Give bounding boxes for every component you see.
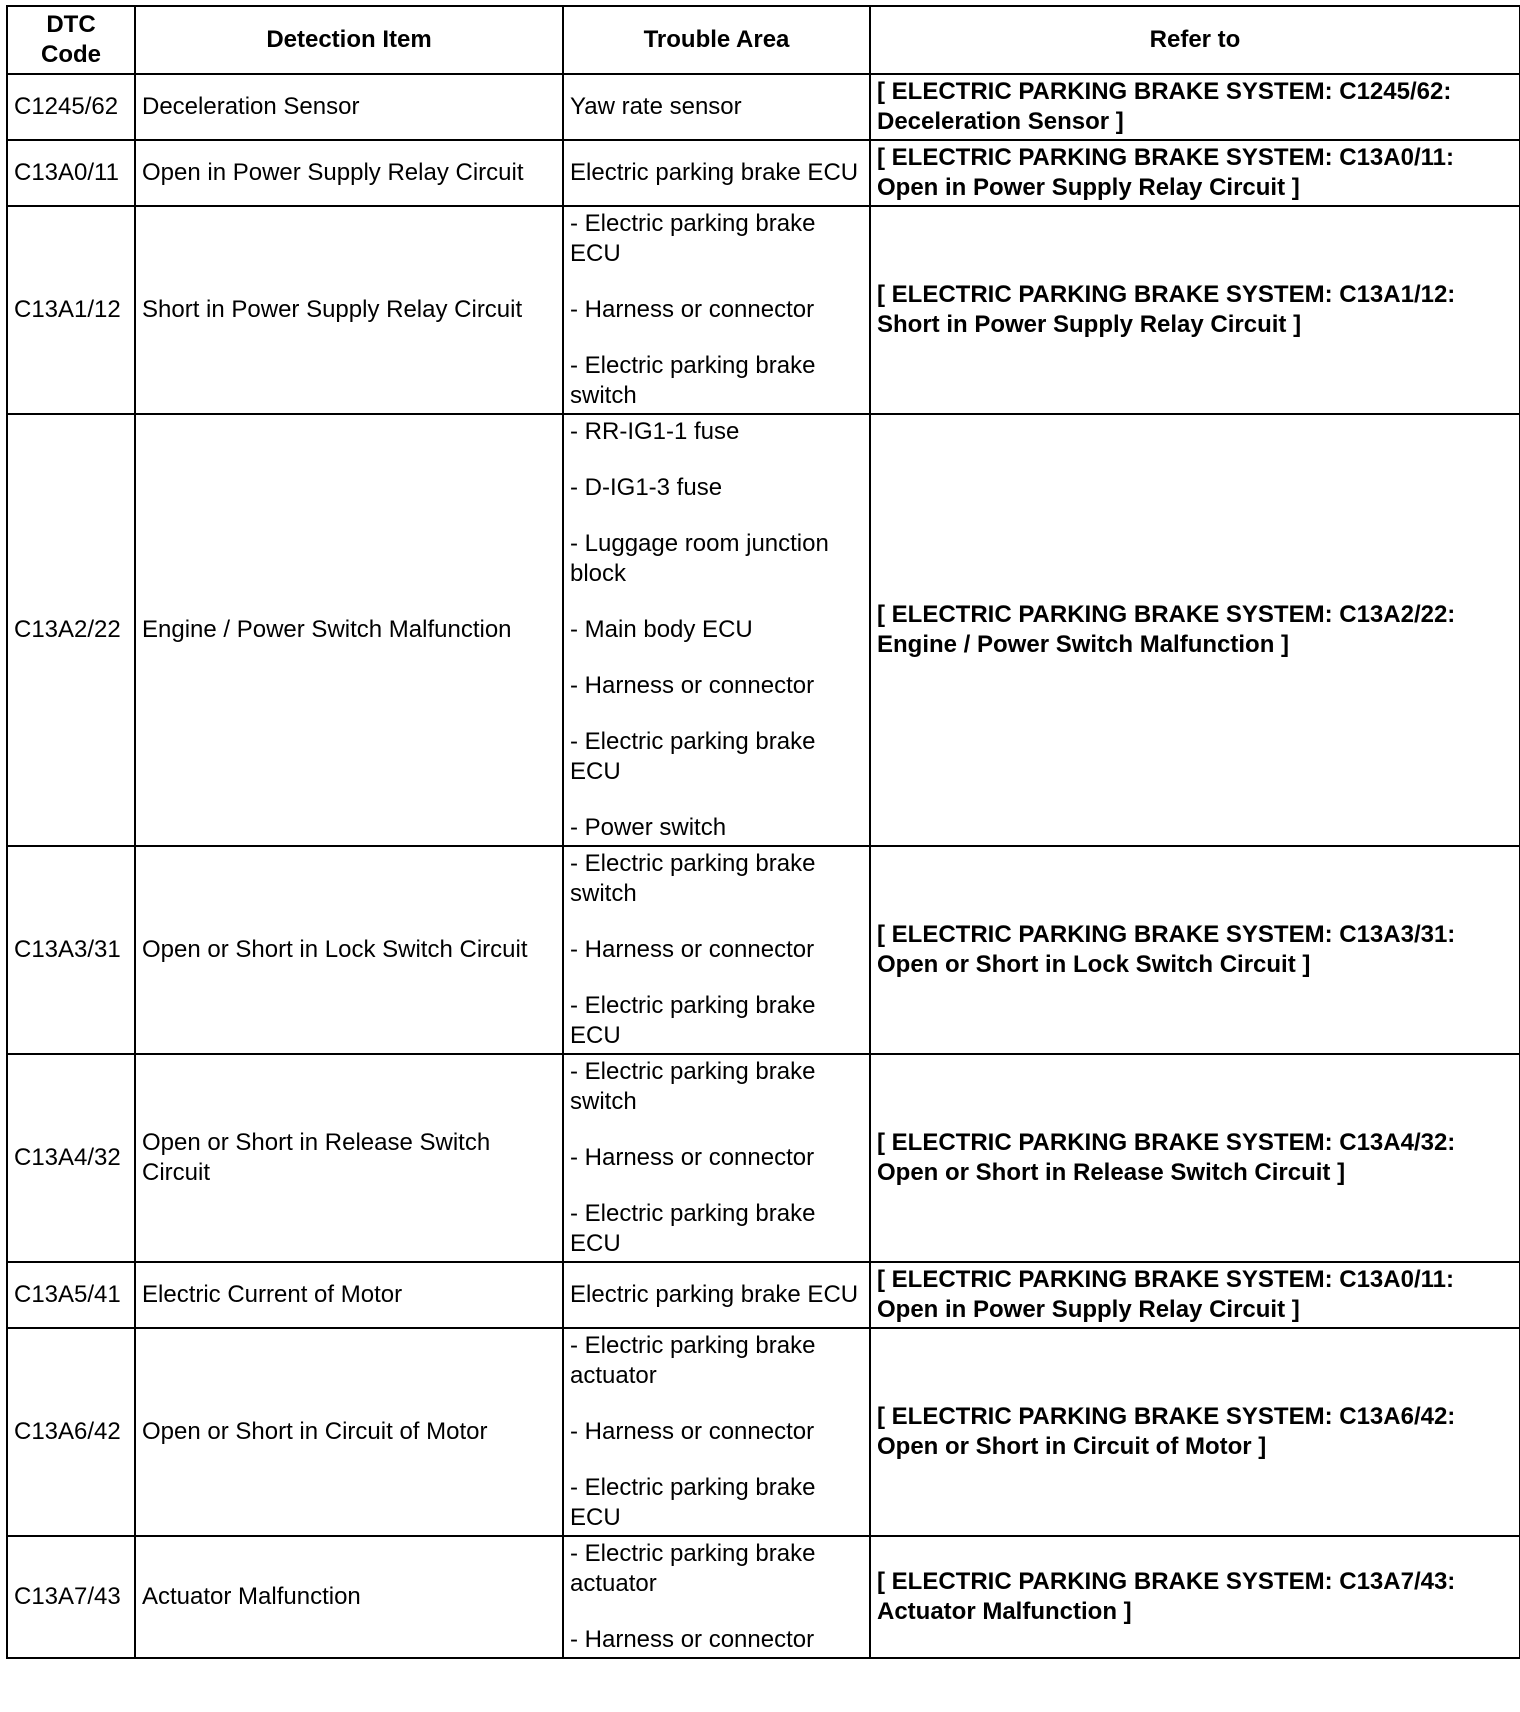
refer-to-cell: [ ELECTRIC PARKING BRAKE SYSTEM: C13A3/31: Open or Short in Lock Switch Circuit ] bbox=[870, 846, 1520, 1054]
trouble-area-item: - Electric parking brake ECU bbox=[570, 992, 816, 1049]
table-row bbox=[7, 1328, 1520, 1536]
table-row bbox=[7, 1054, 1520, 1262]
dtc-code-cell: C13A5/41 bbox=[7, 1262, 135, 1328]
trouble-area-item: - Electric parking brake switch bbox=[570, 850, 816, 907]
refer-to-cell: [ ELECTRIC PARKING BRAKE SYSTEM: C13A0/11: Open in Power Supply Relay Circuit ] bbox=[870, 1262, 1520, 1328]
trouble-area-item: - Luggage room junction block bbox=[570, 530, 829, 587]
dtc-code-cell: C13A4/32 bbox=[7, 1054, 135, 1262]
table-row bbox=[7, 414, 1520, 846]
detection-item-cell: Electric Current of Motor bbox=[135, 1262, 563, 1328]
trouble-area-cell bbox=[563, 206, 870, 414]
trouble-area-item: - Electric parking brake switch bbox=[570, 1058, 816, 1115]
trouble-area-item: - Harness or connector bbox=[570, 1418, 815, 1445]
table-body bbox=[7, 74, 1520, 1658]
detection-item-cell: Open or Short in Release Switch Circuit bbox=[135, 1054, 563, 1262]
trouble-area-item: - Electric parking brake ECU bbox=[570, 728, 816, 785]
dtc-code-cell: C13A7/43 bbox=[7, 1536, 135, 1658]
table-row bbox=[7, 846, 1520, 1054]
trouble-area-item: - Harness or connector bbox=[570, 1626, 815, 1653]
refer-to-cell: [ ELECTRIC PARKING BRAKE SYSTEM: C13A1/12: Short in Power Supply Relay Circuit ] bbox=[870, 206, 1520, 414]
refer-to-cell: [ ELECTRIC PARKING BRAKE SYSTEM: C13A6/42: Open or Short in Circuit of Motor ] bbox=[870, 1328, 1520, 1536]
detection-item-cell: Open or Short in Lock Switch Circuit bbox=[135, 846, 563, 1054]
trouble-area-cell bbox=[563, 1328, 870, 1536]
trouble-area-item: - Electric parking brake ECU bbox=[570, 210, 816, 267]
trouble-area-item: - Harness or connector bbox=[570, 296, 815, 323]
trouble-area-item: - Harness or connector bbox=[570, 936, 815, 963]
trouble-area-item: - RR-IG1-1 fuse bbox=[570, 418, 740, 445]
table-row bbox=[7, 206, 1520, 414]
trouble-area-item: - Electric parking brake actuator bbox=[570, 1540, 816, 1597]
table-row bbox=[7, 1536, 1520, 1658]
trouble-area-cell bbox=[563, 74, 870, 140]
dtc-table bbox=[6, 5, 1520, 1659]
header-refer-to: Refer to bbox=[870, 6, 1520, 74]
trouble-area-item: - D-IG1-3 fuse bbox=[570, 474, 723, 501]
detection-item-cell: Deceleration Sensor bbox=[135, 74, 563, 140]
refer-to-cell: [ ELECTRIC PARKING BRAKE SYSTEM: C1245/62: Deceleration Sensor ] bbox=[870, 74, 1520, 140]
table-row bbox=[7, 74, 1520, 140]
refer-to-cell: [ ELECTRIC PARKING BRAKE SYSTEM: C13A7/43: Actuator Malfunction ] bbox=[870, 1536, 1520, 1658]
detection-item-cell: Open or Short in Circuit of Motor bbox=[135, 1328, 563, 1536]
detection-item-cell: Short in Power Supply Relay Circuit bbox=[135, 206, 563, 414]
refer-to-cell: [ ELECTRIC PARKING BRAKE SYSTEM: C13A0/11: Open in Power Supply Relay Circuit ] bbox=[870, 140, 1520, 206]
table-row bbox=[7, 140, 1520, 206]
trouble-area-item: - Harness or connector bbox=[570, 1144, 815, 1171]
trouble-area-cell bbox=[563, 1054, 870, 1262]
detection-item-cell: Actuator Malfunction bbox=[135, 1536, 563, 1658]
trouble-area-item: Electric parking brake ECU bbox=[570, 1281, 859, 1308]
table-row bbox=[7, 1262, 1520, 1328]
trouble-area-item: - Electric parking brake ECU bbox=[570, 1474, 816, 1531]
refer-to-cell: [ ELECTRIC PARKING BRAKE SYSTEM: C13A2/22: Engine / Power Switch Malfunction ] bbox=[870, 414, 1520, 846]
trouble-area-item: - Harness or connector bbox=[570, 672, 815, 699]
dtc-code-cell: C13A3/31 bbox=[7, 846, 135, 1054]
dtc-code-cell: C1245/62 bbox=[7, 74, 135, 140]
header-row bbox=[7, 6, 1520, 74]
trouble-area-item: - Power switch bbox=[570, 814, 727, 841]
trouble-area-cell bbox=[563, 1536, 870, 1658]
dtc-code-cell: C13A1/12 bbox=[7, 206, 135, 414]
trouble-area-item: - Electric parking brake actuator bbox=[570, 1332, 816, 1389]
dtc-code-cell: C13A6/42 bbox=[7, 1328, 135, 1536]
dtc-code-cell: C13A2/22 bbox=[7, 414, 135, 846]
dtc-code-cell: C13A0/11 bbox=[7, 140, 135, 206]
trouble-area-item: Electric parking brake ECU bbox=[570, 159, 859, 186]
trouble-area-cell bbox=[563, 846, 870, 1054]
trouble-area-item: Yaw rate sensor bbox=[570, 93, 742, 120]
detection-item-cell: Open in Power Supply Relay Circuit bbox=[135, 140, 563, 206]
header-trouble-area: Trouble Area bbox=[563, 6, 870, 74]
trouble-area-cell bbox=[563, 414, 870, 846]
trouble-area-cell bbox=[563, 140, 870, 206]
trouble-area-cell bbox=[563, 1262, 870, 1328]
trouble-area-item: - Electric parking brake switch bbox=[570, 352, 816, 409]
header-detection-item: Detection Item bbox=[135, 6, 563, 74]
trouble-area-item: - Main body ECU bbox=[570, 616, 753, 643]
refer-to-cell: [ ELECTRIC PARKING BRAKE SYSTEM: C13A4/32: Open or Short in Release Switch Circuit ] bbox=[870, 1054, 1520, 1262]
header-dtc-code: DTC Code bbox=[7, 6, 135, 74]
trouble-area-item: - Electric parking brake ECU bbox=[570, 1200, 816, 1257]
detection-item-cell: Engine / Power Switch Malfunction bbox=[135, 414, 563, 846]
